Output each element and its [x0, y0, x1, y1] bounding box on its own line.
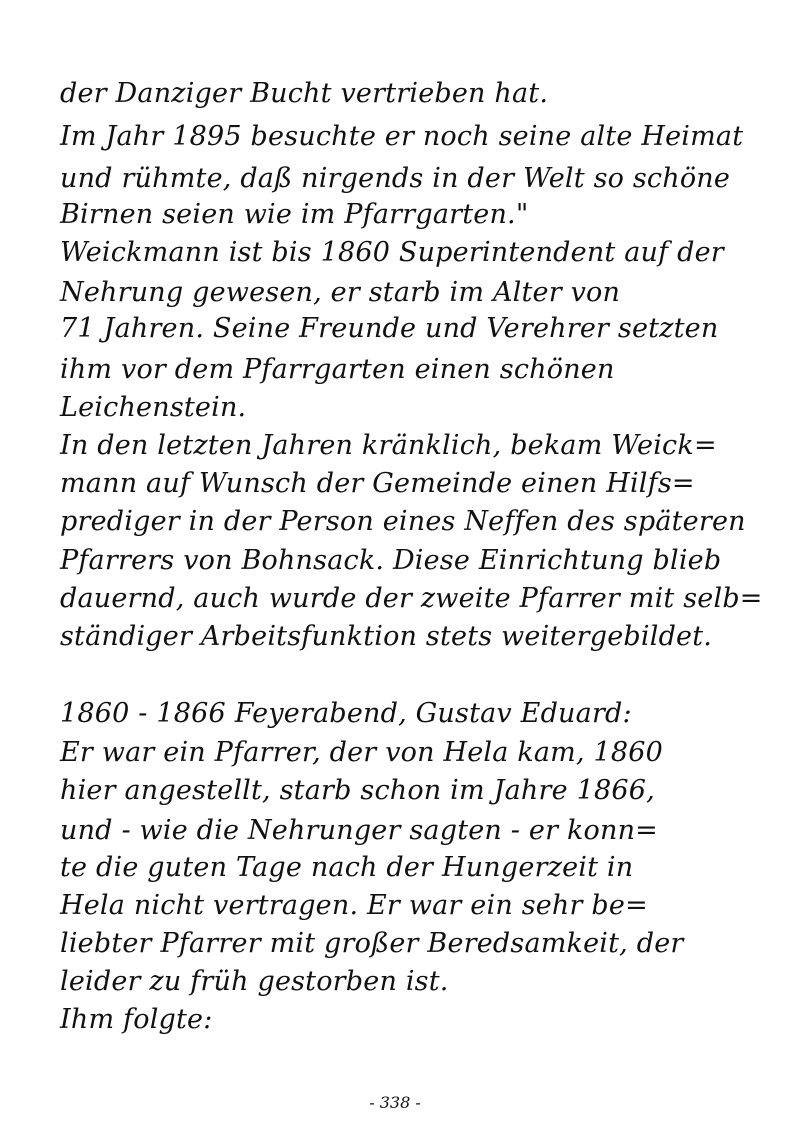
text-line: 71 Jahren. Seine Freunde und Verehrer setzten [60, 313, 719, 344]
text-line: hier angestellt, starb schon im Jahre 1866, [60, 775, 655, 806]
text-line: Im Jahr 1895 besuchte er noch seine alte Heimat [60, 121, 744, 152]
text-line: Birnen seien wie im Pfarrgarten." [60, 199, 529, 230]
text-line: Weickmann ist bis 1860 Superintendent auf der [60, 237, 724, 268]
text-line: Nehrung gewesen, er starb im Alter von [60, 277, 621, 308]
text-line: te die guten Tage nach der Hungerzeit in [60, 852, 634, 883]
text-line: Hela nicht vertragen. Er war ein sehr be= [60, 890, 648, 921]
text-line: ihm vor dem Pfarrgarten einen schönen [60, 354, 615, 385]
text-line: Leichenstein. [60, 392, 247, 423]
text-line: und - wie die Nehrunger sagten - er konn= [60, 815, 658, 846]
text-line: Er war ein Pfarrer, der von Hela kam, 1860 [60, 737, 664, 768]
text-line: Pfarrers von Bohnsack. Diese Einrichtung blieb [60, 545, 722, 576]
text-line: In den letzten Jahren kränklich, bekam Weick= [60, 430, 717, 461]
text-line: liebter Pfarrer mit großer Beredsamkeit, der [60, 928, 684, 959]
text-line: der Danziger Bucht vertrieben hat. [60, 78, 549, 109]
text-line: ständiger Arbeitsfunktion stets weitergebildet. [60, 621, 713, 652]
text-line: und rühmte, daß nirgends in der Welt so schöne [60, 163, 731, 194]
text-line: 1860 - 1866 Feyerabend, Gustav Eduard: [60, 698, 632, 729]
text-line: leider zu früh gestorben ist. [60, 966, 449, 997]
text-line: prediger in der Person eines Neffen des späteren [60, 506, 746, 537]
page-number: - 338 - [369, 1093, 421, 1112]
text-line: Ihm folgte: [60, 1004, 213, 1035]
text-line: dauernd, auch wurde der zweite Pfarrer mit selb= [60, 583, 763, 614]
text-line: mann auf Wunsch der Gemeinde einen Hilfs= [60, 468, 695, 499]
